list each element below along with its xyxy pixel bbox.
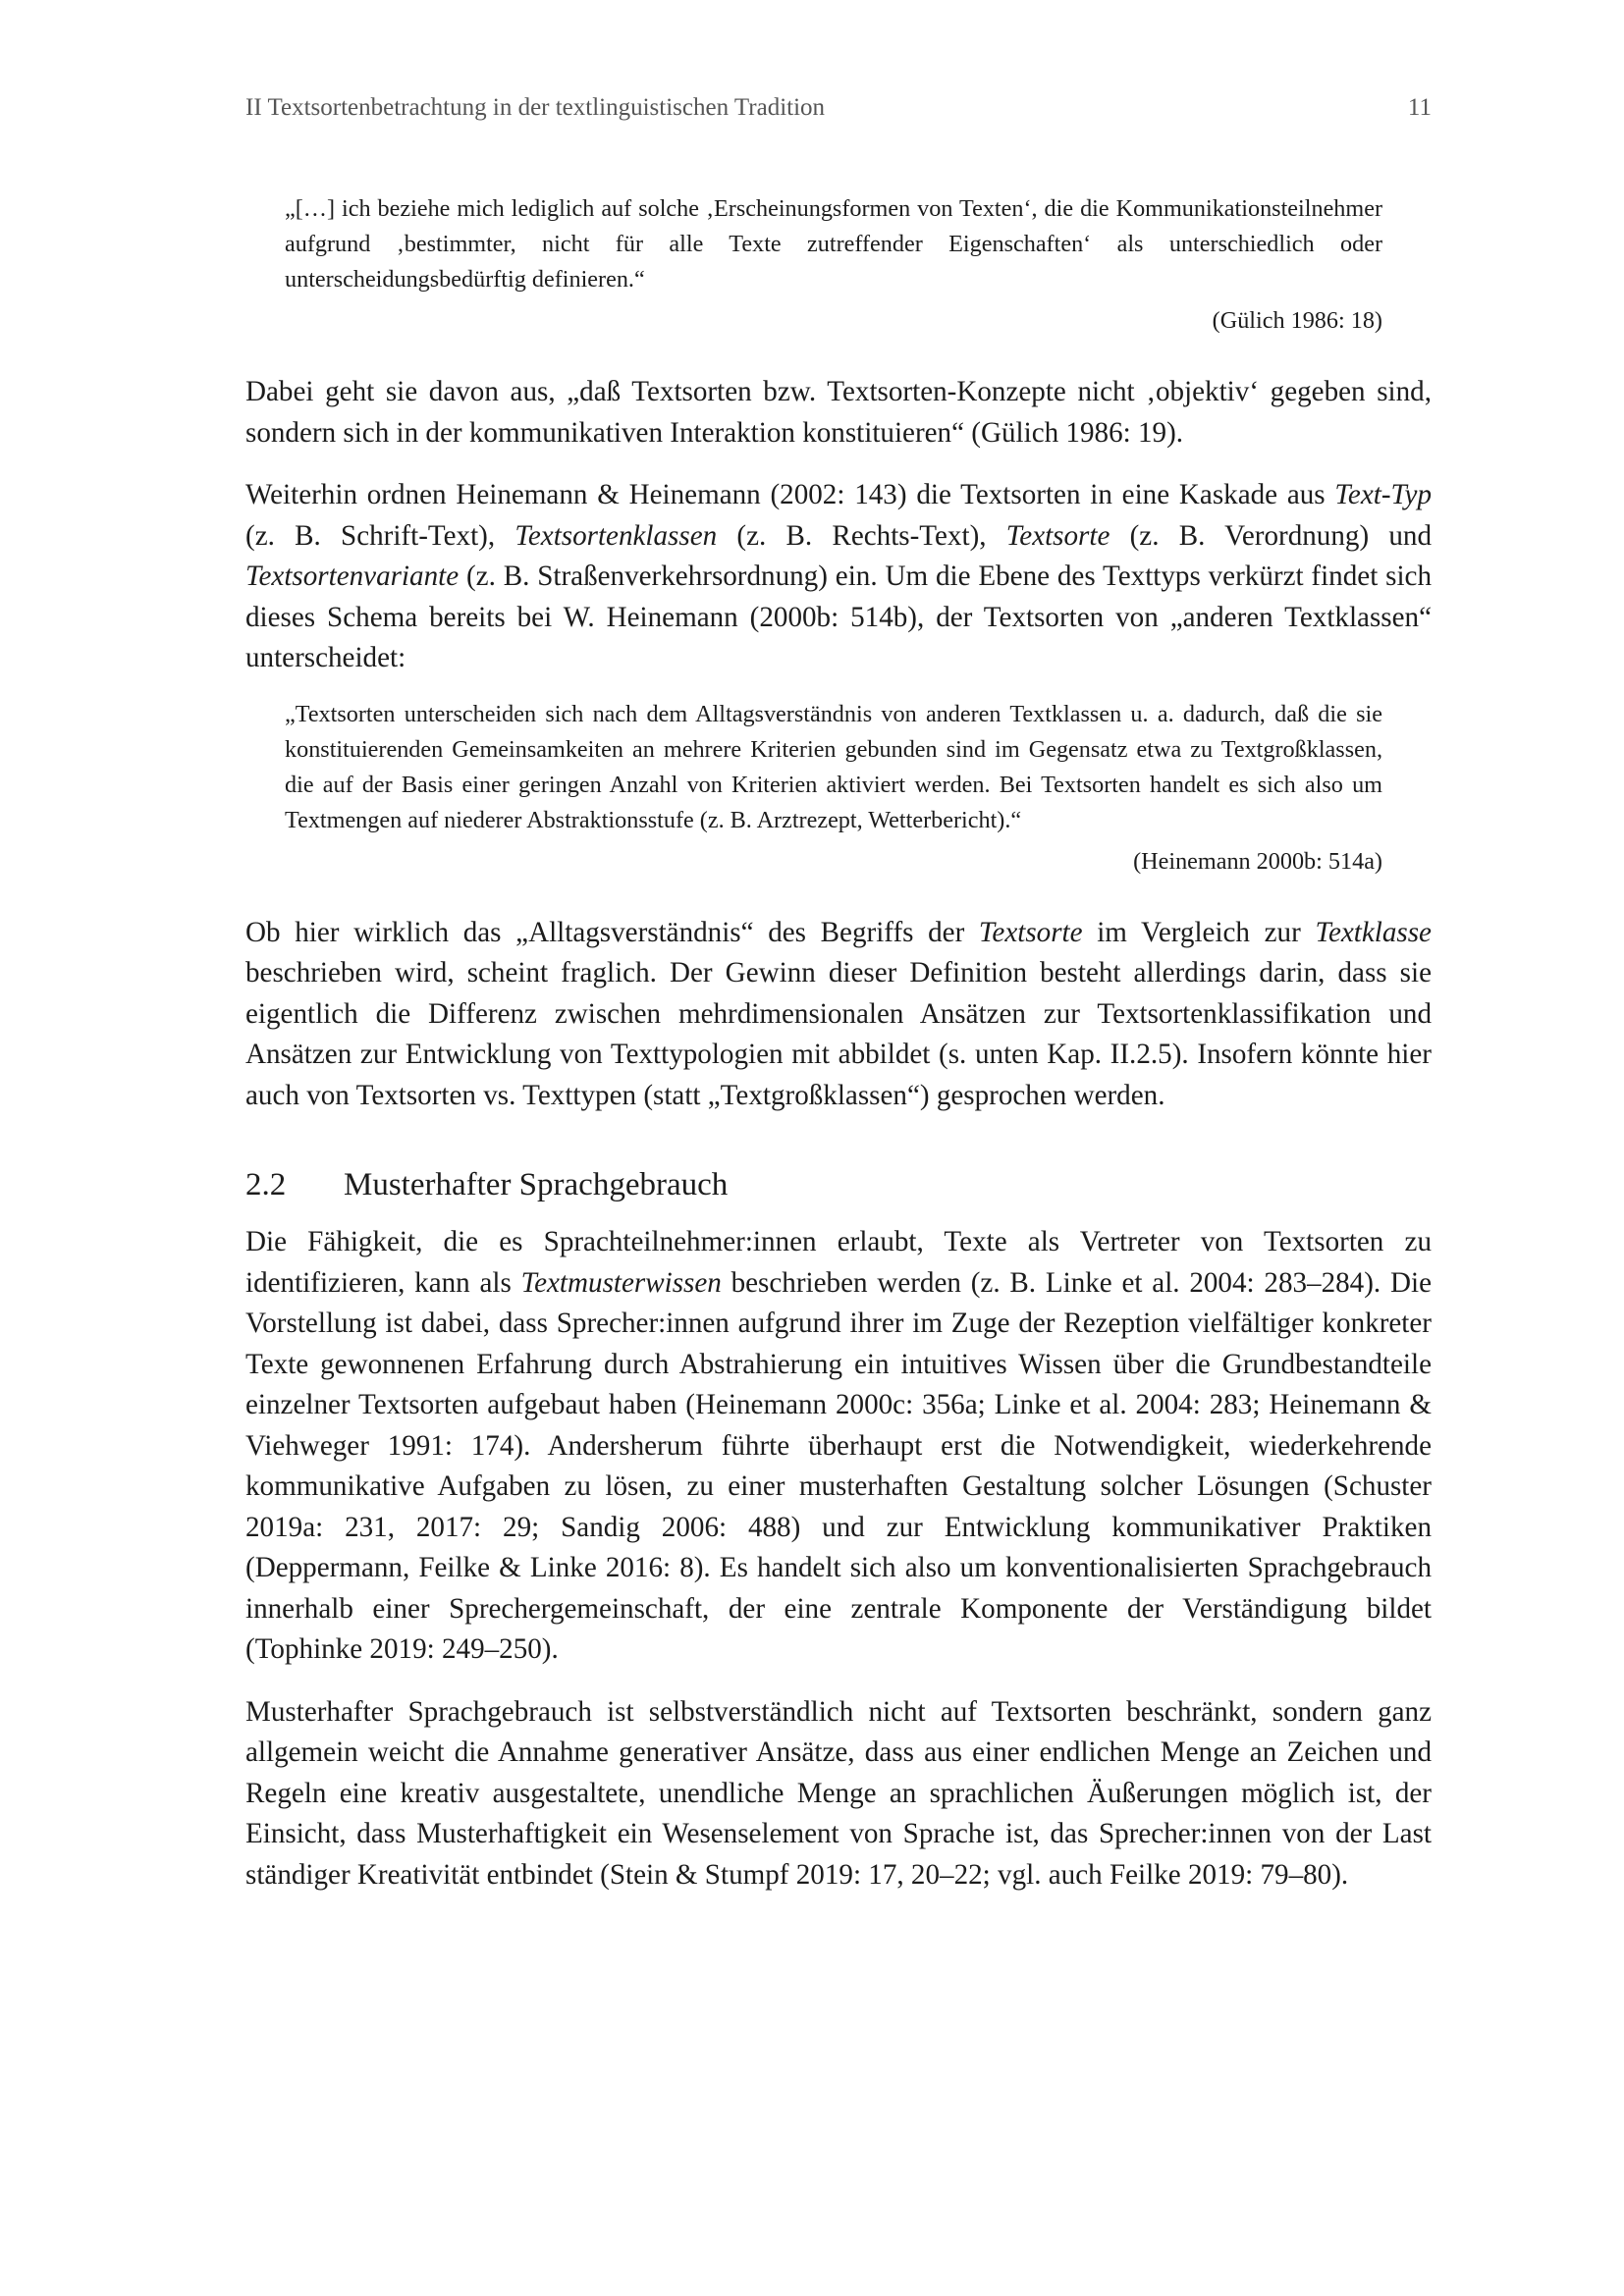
italic-term: Text-Typ bbox=[1334, 479, 1432, 510]
quote-citation: (Gülich 1986: 18) bbox=[1212, 307, 1382, 334]
paragraph-3 bbox=[245, 913, 1432, 1117]
italic-term: Textsortenvariante bbox=[245, 561, 460, 592]
text-run: Weiterhin ordnen Heinemann & Heinemann (2002: 143) die Textsorten in eine Kaskade aus bbox=[245, 479, 1335, 510]
paragraph-2 bbox=[245, 475, 1432, 679]
quote-text: „Textsorten unterscheiden sich nach dem Alltagsverständnis von anderen Textklassen u. a. dadurch, daß die sie konstituierenden Gemeinsamkeiten an mehrere Kriterien gebunden sind im Gegensatz etwa zu Textgroßklassen, die auf der Basis einer geringen Anzahl von Kriterien aktiviert werden. Bei Textsorten handelt es sich also um Textmengen auf niederer Abstraktionsstufe (z. B. Arztrezept, Wetterbericht).“ bbox=[285, 700, 1382, 833]
text-run: beschrieben wird, scheint fraglich. Der Gewinn dieser Definition besteht allerdings darin, dass sie eigentlich die Differenz zwischen mehrdimensionalen Ansätzen zur Textsortenklassifikation und Ansätzen zur Entwicklung von Texttypologien mit abbildet (s. unten Kap. II.2.5). Insofern könnte hier auch von Textsorten vs. Texttypen (statt „Textgroßklassen“) gesprochen werden. bbox=[245, 957, 1432, 1111]
section-title: Musterhafter Sprachgebrauch bbox=[344, 1167, 729, 1202]
text-run: (z. B. Schrift-Text), bbox=[245, 519, 515, 552]
italic-term: Textsortenklassen bbox=[514, 519, 718, 552]
text-run: (z. B. Rechts-Text), bbox=[717, 519, 1006, 552]
paragraph-4 bbox=[245, 1222, 1432, 1671]
body-content bbox=[245, 191, 1432, 1896]
section-number: 2.2 bbox=[245, 1167, 287, 1202]
text-run: Die Fähigkeit, die es Sprachteilnehmer:innen erlaubt, Texte als Vertreter von Textsorten zu identifizieren, kann als bbox=[245, 1226, 1432, 1299]
text-run: (z. B. Verordnung) und bbox=[1110, 519, 1433, 552]
quote-citation: (Heinemann 2000b: 514a) bbox=[1133, 847, 1382, 875]
text-run: beschrieben werden (z. B. Linke et al. 2004: 283–284). Die Vorstellung ist dabei, dass Sprecher:innen aufgrund ihrer im Zuge der Rezeption vielfältiger konkreter Texte gewonnenen Erfahrung durch Abstrahierung ein intuitives Wissen über die Grundbestandteile einzelner Textsorten aufgebaut haben (Heinemann 2000c: 356a; Linke et al. 2004: 283; Heinemann & Viehweger 1991: 174). Andersherum führte überhaupt erst die Notwendigkeit, wiederkehrende kommunikative Aufgaben zu lösen, zu einer musterhaften Gestaltung solcher Lösungen (Schuster 2019a: 231, 2017: 29; Sandig 2006: 488) und zur Entwicklung kommunikativer Praktiken (Deppermann, Feilke & Linke 2016: 8). Es handelt sich also um konventionalisierten Sprachgebrauch innerhalb einer Sprechergemeinschaft, der eine zentrale Komponente der Verständigung bildet (Tophinke 2019: 249–250). bbox=[245, 1266, 1432, 1665]
block-quote-2 bbox=[285, 697, 1382, 880]
section-heading bbox=[245, 1165, 1432, 1204]
text-run: (z. B. Straßenverkehrsordnung) ein. Um die Ebene des Texttyps verkürzt findet sich dieses Schema bereits bei W. Heinemann (2000b: 514b), der Textsorten von „anderen Textklassen“ unterscheidet: bbox=[245, 561, 1432, 673]
paragraph-5: Musterhafter Sprachgebrauch ist selbstverständlich nicht auf Textsorten beschränkt, sondern ganz allgemein weicht die Annahme generativer Ansätze, dass aus einer endlichen Menge an Zeichen und Regeln eine kreativ ausgestaltete, unendliche Menge an sprachlichen Äußerungen möglich ist, der Einsicht, dass Musterhaftigkeit ein Wesenselement von Sprache ist, das Sprecher:innen von der Last ständiger Kreativität entbindet (Stein & Stumpf 2019: 17, 20–22; vgl. auch Feilke 2019: 79–80). bbox=[245, 1695, 1432, 1891]
text-run: Ob hier wirklich das „Alltagsverständnis“ des Begriffs der bbox=[245, 916, 979, 948]
italic-term: Textmusterwissen bbox=[520, 1266, 722, 1299]
running-title: II Textsortenbetrachtung in der textlinguistischen Tradition bbox=[245, 94, 826, 121]
italic-term: Textsorte bbox=[1005, 519, 1110, 552]
page-number: 11 bbox=[1407, 94, 1432, 121]
italic-term: Textsorte bbox=[978, 916, 1083, 948]
block-quote-1 bbox=[285, 191, 1382, 339]
italic-term: Textklasse bbox=[1315, 916, 1432, 948]
text-run: im Vergleich zur bbox=[1082, 916, 1316, 948]
paragraph-1: Dabei geht sie davon aus, „daß Textsorten bzw. Textsorten-Konzepte nicht ‚objektiv‘ gegeben sind, sondern sich in der kommunikativen Interaktion konstituieren“ (Gülich 1986: 19). bbox=[245, 376, 1432, 449]
running-header bbox=[245, 94, 1432, 122]
quote-text: „[…] ich beziehe mich lediglich auf solche ‚Erscheinungsformen von Texten‘, die die Kommunikationsteilnehmer aufgrund ‚bestimmter, nicht für alle Texte zutreffender Eigenschaften‘ als unterschiedlich oder unterscheidungsbedürftig definieren.“ bbox=[285, 195, 1382, 293]
